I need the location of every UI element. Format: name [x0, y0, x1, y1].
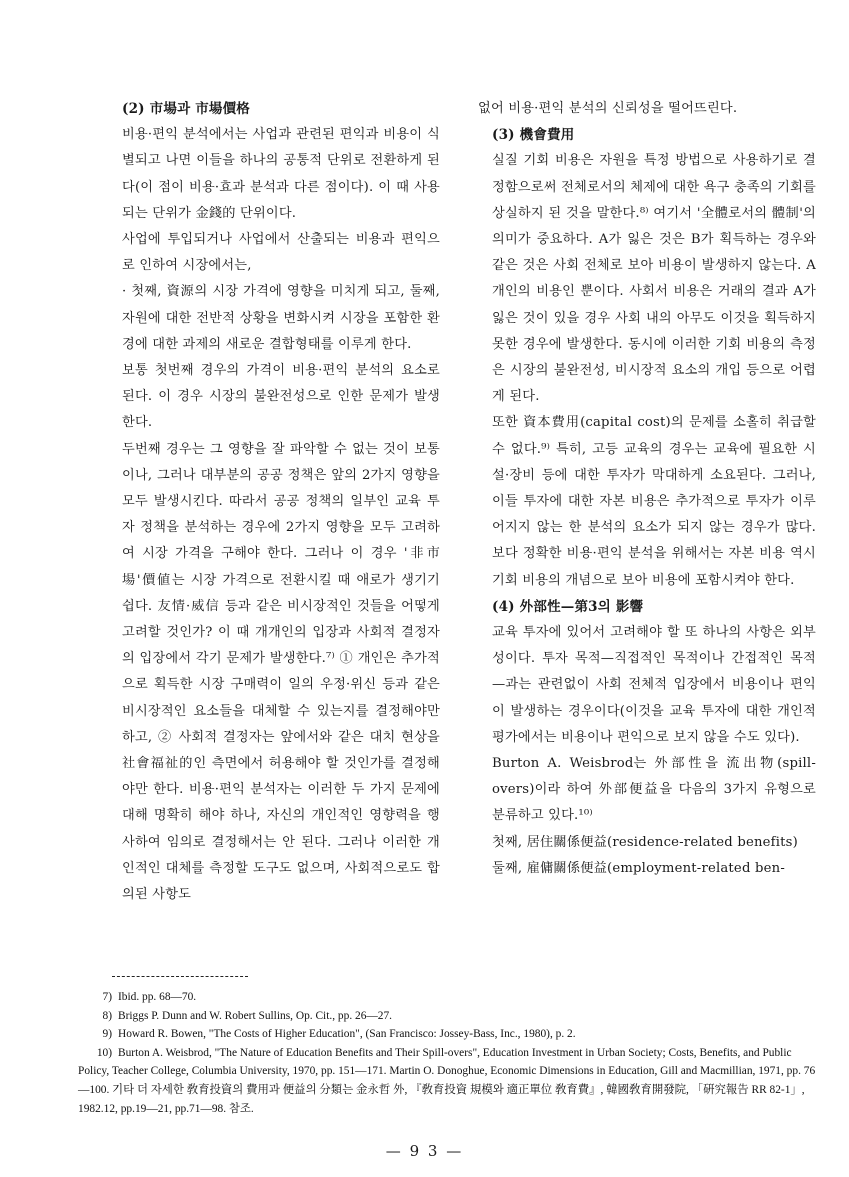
paragraph: 첫째, 居住關係便益(residence-related benefits) [492, 834, 798, 850]
section-heading-externality: (4) 外部性—第3의 影響 [492, 598, 644, 615]
footnote: 7) Ibid. pp. 68—70. [102, 991, 197, 1003]
paragraph: 없어 비용·편익 분석의 신뢰성을 떨어뜨린다. [478, 101, 738, 116]
paragraph: 교육 투자에 있어서 고려해야 할 또 하나의 사항은 외부성이다. 투자 목적—직접적인 목적이나 간접적인 목적—과는 관련없이 사회 전체적 입장에서 비용이나 편익이 발생하는 경우이다(이것을 교육 투자에 대한 개인적 평가에서는 비용이나 편익으로 보지 않을 수도 있다). [492, 625, 816, 745]
page-number: — 9 3 — [385, 1142, 464, 1160]
footnote: 10) Burton A. Weisbrod, "The Nature of Education Benefits and Their Spill-overs", Education Investment in Urban Society; Costs, Benefits, and Public Policy, Teacher College, Columbia University, 1970, pp. 151—171. Martin O. Donoghue, Economic Dimensions in Education, Gill and Macmillian, 1971, pp. 76—100. 기타 더 자세한 敎育投資의 費用과 便益의 分類는 金永哲 外, 『敎育投資 規模와 適正單位 敎育費』, 韓國敎育開發院, 「硏究報告 RR 82-1」, 1982.12, pp.19—21, pp.71—98. 참조. [78, 1046, 816, 1115]
paragraph: 비용·편익 분석에서는 사업과 관련된 편익과 비용이 식별되고 나면 이들을 하나의 공통적 단위로 전환하게 된다(이 점이 비용·효과 분석과 다른 점이다). 이 때 사용되는 단위가 金錢的 단위이다. [122, 127, 440, 221]
paragraph: 또한 資本費用(capital cost)의 문제를 소홀히 취급할 수 없다.⁹⁾ 특히, 고등 교육의 경우는 교육에 필요한 시설·장비 등에 대한 투자가 막대하게 소요된다. 그러나, 이들 투자에 대한 자본 비용은 추가적으로 투자가 이루어지지 않는 한 분석의 요소가 되지 않는 경우가 많다. 보다 정확한 비용·편익 분석을 위해서는 자본 비용 역시 기회 비용의 개념으로 보아 비용에 포함시켜야 한다. [492, 415, 816, 588]
footnote: 8) Briggs P. Dunn and W. Robert Sullins, Op. Cit., pp. 26—27. [102, 1009, 393, 1022]
footnote: 9) Howard R. Bowen, "The Costs of Higher Education", (San Francisco: Jossey-Bass, Inc., 1980), p. 2. [102, 1028, 576, 1041]
paragraph: 두번째 경우는 그 영향을 잘 파악할 수 없는 것이 보통이나, 그러나 대부분의 공공 정책은 앞의 2가지 영향을 모두 발생시킨다. 따라서 공공 정책의 일부인 교육 투자 정책을 분석하는 경우에 2가지 영향을 모두 고려하여 시장 가격을 구해야 한다. 그러나 이 경우 '非市場'價値는 시장 가격으로 전환시킬 때 애로가 생기기 쉽다. 友情·威信 등과 같은 비시장적인 것들을 어떻게 고려할 것인가? 이 때 개개인의 입장과 사회적 결정자의 입장에서 각기 문제가 발생한다.⁷⁾ ① 개인은 추가적으로 획득한 시장 구매력이 일의 우정·위신 등과 같은 비시장적인 요소들을 대체할 수 있는지를 결정해야만 하고, ② 사회적 결정자는 앞에서와 같은 대치 현상을 社會福祉的인 측면에서 허용해야 할 것인가를 결정해야만 한다. 비용·편익 분석자는 이러한 두 가지 문제에 대해 명확히 해야 하나, 자신의 개인적인 영향력을 행사하여 임의로 결정해서는 안 된다. 그러나 이러한 개인적인 대체를 측정할 도구도 없으며, 사회적으로도 합의된 사항도 [122, 441, 440, 903]
left-column [108, 96, 440, 908]
paragraph: 보통 첫번째 경우의 가격이 비용·편익 분석의 요소로 된다. 이 경우 시장의 불완전성으로 인한 문제가 발생한다. [122, 363, 440, 431]
paragraph: 실질 기회 비용은 자원을 특정 방법으로 사용하기로 결정함으로써 전체로서의 체제에 대한 욕구 충족의 기회를 상실하지 된 것을 말한다.⁸⁾ 여기서 '全體로서의 體制'의 의미가 중요하다. A가 잃은 것은 B가 획득하는 경우와 같은 것은 사회 전체로 보아 비용이 발생하지 않는다. A 개인의 비용인 뿐이다. 사회서 비용은 거래의 결과 A가 잃은 것이 있을 경우 사회 내의 아무도 이것을 획득하지 못한 경우에 발생한다. 동시에 이러한 기회 비용의 측정은 시장의 불완전성, 비시장적 요소의 개입 등으로 어렵게 된다. [492, 153, 816, 405]
section-heading-opportunity-cost: (3) 機會費用 [492, 127, 575, 144]
paragraph: Burton A. Weisbrod는 外部性을 流出物(spill-overs)이라 하여 外部便益을 다음의 3가지 유형으로 분류하고 있다.¹⁰⁾ [492, 756, 816, 824]
paragraph: 사업에 투입되거나 사업에서 산출되는 비용과 편익으로 인하여 시장에서는, [122, 232, 440, 274]
paragraph: 둘째, 雇傭關係便益(employment-related ben- [492, 860, 785, 876]
footnotes [78, 988, 818, 1118]
paragraph: · 첫째, 資源의 시장 가격에 영향을 미치게 되고, 둘째, 자원에 대한 전반적 상황을 변화시켜 시장을 포함한 환경에 대한 과제의 새로운 결합형태를 이루게 한다. [122, 284, 440, 352]
right-column [478, 96, 816, 882]
footnote-divider [112, 976, 248, 977]
section-heading-market: (2) 市場과 市場價格 [122, 101, 251, 117]
